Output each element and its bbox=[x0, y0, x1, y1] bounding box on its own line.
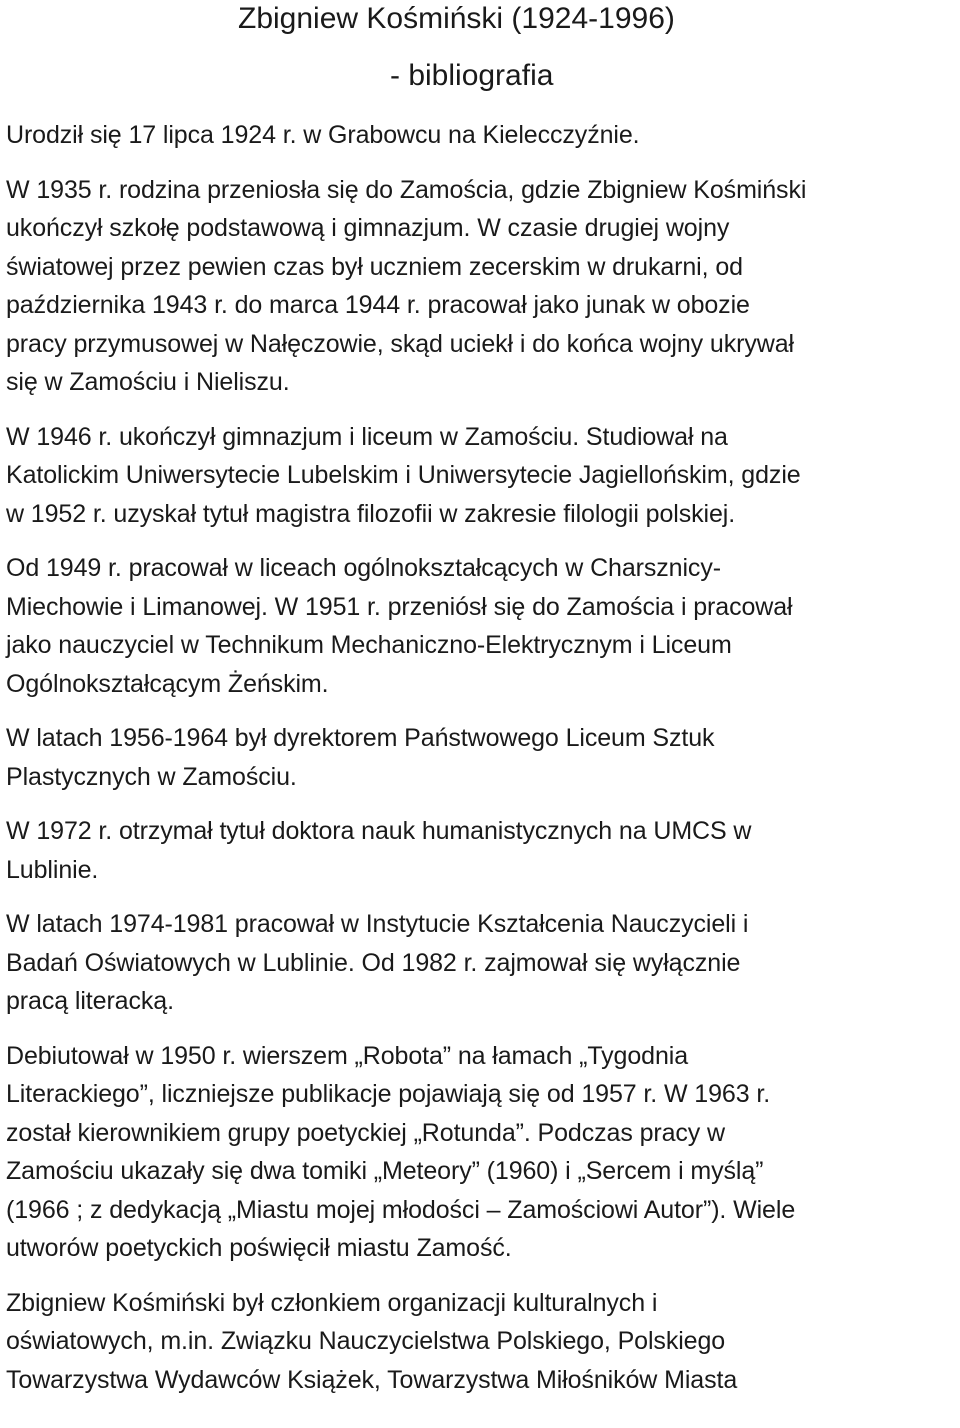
text-line: oświatowych, m.in. Związku Nauczycielstwa Polskiego, Polskiego bbox=[6, 1327, 726, 1355]
text-line: pracą literacką. bbox=[6, 987, 174, 1015]
text-line: Badań Oświatowych w Lublinie. Od 1982 r. zajmował się wyłącznie bbox=[6, 948, 741, 977]
paragraph-birth bbox=[6, 116, 956, 155]
text-line: Plastycznych w Zamościu. bbox=[6, 762, 297, 791]
text-line: Katolickim Uniwersytecie Lubelskim i Uniwersytecie Jagiellońskim, gdzie bbox=[6, 461, 801, 489]
text-line: pracy przymusowej w Nałęczowie, skąd uciekł i do końca wojny ukrywał bbox=[6, 329, 794, 358]
text-line: światowej przez pewien czas był uczniem zecerskim w drukarni, od bbox=[6, 252, 743, 281]
text-line: Literackiego”, liczniejsze publikacje pojawiają się od 1957 r. W 1963 r. bbox=[6, 1080, 771, 1108]
document-subtitle: - bibliografia bbox=[390, 59, 554, 92]
text-line: października 1943 r. do marca 1944 r. pracował jako junak w obozie bbox=[6, 291, 750, 319]
text-line: Towarzystwa Wydawców Książek, Towarzystwa Miłośników Miasta bbox=[6, 1365, 738, 1394]
paragraph-doctorate bbox=[6, 812, 956, 889]
text-line: się w Zamościu i Nieliszu. bbox=[6, 368, 290, 396]
text-line: jako nauczyciel w Technikum Mechaniczno-Elektrycznym i Liceum bbox=[6, 631, 732, 659]
text-line: (1966 ; z dedykacją „Miastu mojej młodości – Zamościowi Autor”). Wiele bbox=[6, 1195, 796, 1224]
text-line: Zamościu ukazały się dwa tomiki „Meteory” (1960) i „Sercem i myślą” bbox=[6, 1157, 764, 1185]
text-line: W latach 1956-1964 był dyrektorem Państwowego Liceum Sztuk bbox=[6, 724, 715, 752]
text-line: Lublinie. bbox=[6, 855, 99, 884]
paragraph-education bbox=[6, 418, 956, 534]
text-line: Od 1949 r. pracował w liceach ogólnokształcących w Charsznicy- bbox=[6, 554, 721, 582]
paragraph-director bbox=[6, 719, 956, 796]
text-line: Miechowie i Limanowej. W 1951 r. przeniósł się do Zamościa i pracował bbox=[6, 592, 793, 621]
document-title: Zbigniew Kośmiński (1924-1996) bbox=[238, 2, 675, 35]
text-line: Ogólnokształcącym Żeńskim. bbox=[6, 669, 329, 698]
paragraph-institute bbox=[6, 905, 956, 1021]
paragraph-youth bbox=[6, 171, 956, 402]
text-line: W 1935 r. rodzina przeniosła się do Zamościa, gdzie Zbigniew Kośmiński bbox=[6, 175, 807, 204]
paragraph-memberships bbox=[6, 1284, 956, 1400]
text-line: Debiutował w 1950 r. wierszem „Robota” na łamach „Tygodnia bbox=[6, 1041, 689, 1070]
text-line: utworów poetyckich poświęcił miastu Zamość. bbox=[6, 1234, 512, 1262]
text-line: Zbigniew Kośmiński był członkiem organizacji kulturalnych i bbox=[6, 1288, 658, 1317]
text-line: Urodził się 17 lipca 1924 r. w Grabowcu na Kielecczyźnie. bbox=[6, 121, 640, 149]
document-body bbox=[6, 116, 956, 1415]
text-line: ukończył szkołę podstawową i gimnazjum. W czasie drugiej wojny bbox=[6, 214, 730, 242]
text-line: w 1952 r. uzyskał tytuł magistra filozofii w zakresie filologii polskiej. bbox=[6, 499, 736, 528]
text-line: W 1946 r. ukończył gimnazjum i liceum w Zamościu. Studiował na bbox=[6, 422, 728, 451]
text-line: W latach 1974-1981 pracował w Instytucie Kształcenia Nauczycieli i bbox=[6, 910, 749, 938]
text-line: został kierownikiem grupy poetyckiej „Rotunda”. Podczas pracy w bbox=[6, 1118, 726, 1147]
paragraph-debut bbox=[6, 1037, 956, 1268]
text-line: W 1972 r. otrzymał tytuł doktora nauk humanistycznych na UMCS w bbox=[6, 817, 752, 845]
paragraph-teaching bbox=[6, 549, 956, 703]
